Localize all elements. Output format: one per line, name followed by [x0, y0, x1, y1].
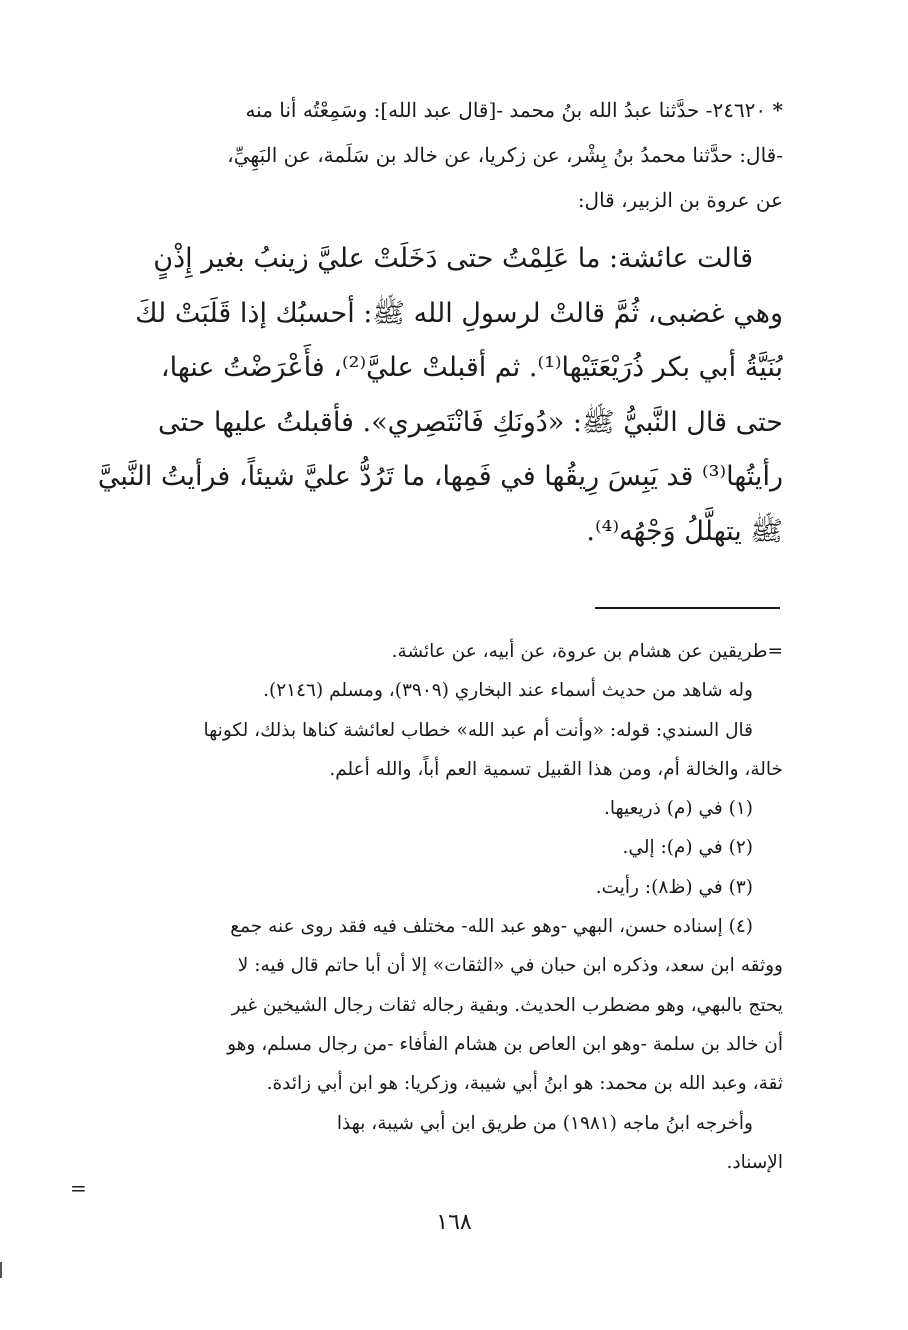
page-number: ١٦٨	[436, 1210, 472, 1235]
footnote-line-1: =طريقين عن هشام بن عروة، عن أبيه، عن عائشة.	[391, 641, 783, 662]
footnote-2: (٢) في (م): إلي.	[622, 837, 753, 859]
footnote-4-line-3: يحتج بالبهي، وهو مضطرب الحديث. وبقية رجاله ثقات رجال الشيخين غير	[231, 994, 783, 1016]
hadith-line-1	[78, 88, 783, 133]
matn-line-5: رأيتُها⁽³⁾ قد يَبِسَ رِيقُها في فَمِها، ما تَرُدُّ عليَّ شيئاً، فرأيتُ النَّبيَّ	[97, 461, 783, 492]
footnote-1: (١) في (م) ذريعيها.	[603, 798, 753, 820]
footnote-3: (٣) في (ظ٨): رأيت.	[595, 876, 753, 898]
matn-line-2: وهي غضبى، ثُمَّ قالتْ لرسولِ الله ﷺ: أحسبُك إذا قَلَبَتْ لكَ	[135, 297, 783, 329]
footnote-separator	[595, 607, 780, 609]
footnote-4-line-7: الإسناد.	[726, 1151, 783, 1173]
hadith-line-1-text: ٢٤٦٢٠- حدَّثنا عبدُ الله بنُ محمد -[قال عبد الله]: وسَمِعْتُه أنا منه	[245, 98, 767, 122]
hadith-line-2: -قال: حدَّثنا محمدُ بنُ بِشْر، عن زكريا، عن خالد بن سَلَمة، عن البَهِيِّ،	[227, 143, 783, 167]
matn-line-4: حتى قال النَّبيُّ ﷺ: «دُونَكِ فَانْتَصِري». فأقبلتُ عليها حتى	[157, 406, 783, 438]
hadith-isnad	[78, 88, 783, 223]
matn-line-6: ﷺ يتهلَّلُ وَجْهُه⁽⁴⁾.	[586, 515, 783, 547]
star-marker: *	[772, 98, 783, 122]
hadith-matn	[78, 232, 783, 559]
footnote-line-4: خالة، والخالة أم، ومن هذا القبيل تسمية العم أباً، والله أعلم.	[329, 758, 783, 780]
footnote-line-2: وله شاهد من حديث أسماء عند البخاري (٣٩٠٩)، ومسلم (٢١٤٦).	[263, 680, 753, 702]
matn-line-3: بُنَيَّةُ أبي بكر ذُرَيْعَتَيْها⁽¹⁾. ثم أقبلتْ عليَّ⁽²⁾، فأَعْرَضْتُ عنها،	[160, 352, 783, 383]
hadith-line-3: عن عروة بن الزبير، قال:	[577, 188, 783, 212]
footnote-4-line-4: أن خالد بن سلمة -وهو ابن العاص بن هشام الفأفاء -من رجال مسلم، وهو	[227, 1033, 783, 1055]
continuation-mark: =	[70, 1176, 87, 1200]
footnote-line-3: قال السندي: قوله: «وأنت أم عبد الله» خطاب لعائشة كناها بذلك، لكونها	[203, 719, 753, 741]
footnote-4-line-6: وأخرجه ابنُ ماجه (١٩٨١) من طريق ابن أبي شيبة، بهذا	[336, 1112, 753, 1134]
footnotes	[78, 632, 783, 1182]
footnote-4-line-5: ثقة، وعبد الله بن محمد: هو ابنُ أبي شيبة، وزكريا: هو ابن أبي زائدة.	[266, 1073, 783, 1095]
scan-edge-mark	[0, 1262, 2, 1278]
footnote-4-line-2: ووثقه ابن سعد، وذكره ابن حبان في «الثقات» إلا أن أبا حاتم قال فيه: لا	[237, 955, 783, 977]
footnote-4: (٤) إسناده حسن، البهي -وهو عبد الله- مختلف فيه فقد روى عنه جمع	[230, 916, 753, 938]
matn-line-1: قالت عائشة: ما عَلِمْتُ حتى دَخَلَتْ عليَّ زينبُ بغير إِذْنٍ	[153, 243, 753, 274]
